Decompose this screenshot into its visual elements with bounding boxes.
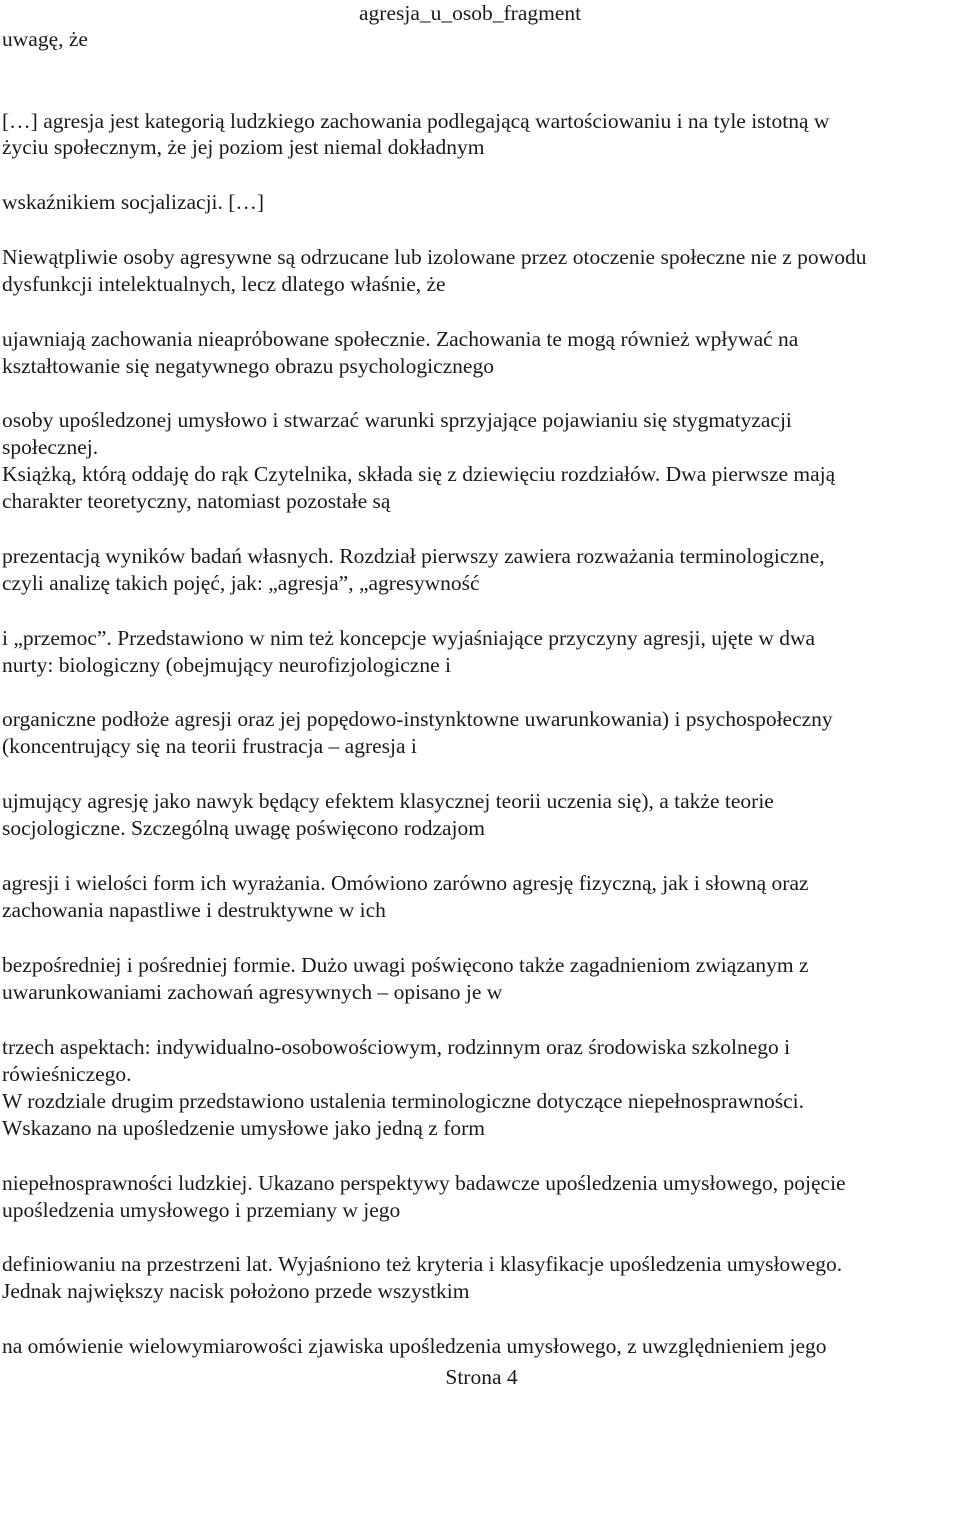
text-line: Niewątpliwie osoby agresywne są odrzucane lub izolowane przez otoczenie społeczne nie z powodu xyxy=(2,245,867,269)
text-line: wskaźnikiem socjalizacji. […] xyxy=(2,190,265,214)
text-line: […] agresja jest kategorią ludzkiego zachowania podlegającą wartościowaniu i na tyle istotną w xyxy=(2,109,830,133)
text-line: kształtowanie się negatywnego obrazu psychologicznego xyxy=(2,354,494,378)
text-line: definiowaniu na przestrzeni lat. Wyjaśniono też kryteria i klasyfikacje upośledzenia umysłowego. xyxy=(2,1252,843,1276)
text-line: Książką, którą oddaję do rąk Czytelnika, składa się z dziewięciu rozdziałów. Dwa pierwsze mają xyxy=(2,462,836,486)
text-line: i „przemoc”. Przedstawiono w nim też koncepcje wyjaśniające przyczyny agresji, ujęte w dwa xyxy=(2,626,816,650)
text-line: socjologiczne. Szczególną uwagę poświęcono rodzajom xyxy=(2,816,485,840)
text-line: zachowania napastliwe i destruktywne w ich xyxy=(2,898,386,922)
text-line: charakter teoretyczny, natomiast pozostałe są xyxy=(2,489,391,513)
text-line: (koncentrujący się na teorii frustracja – agresja i xyxy=(2,734,417,758)
document-title: agresja_u_osob_fragment xyxy=(359,1,582,25)
text-line: życiu społecznym, że jej poziom jest niemal dokładnym xyxy=(2,135,485,159)
text-line: uwagę, że xyxy=(2,27,88,51)
text-line: nurty: biologiczny (obejmujący neurofizjologiczne i xyxy=(2,653,451,677)
text-line: ujawniają zachowania nieaprόbowane społecznie. Zachowania te mogą również wpływać na xyxy=(2,327,799,351)
text-line: niepełnosprawności ludzkiej. Ukazano perspektywy badawcze upośledzenia umysłowego, pojęcie xyxy=(2,1171,846,1195)
text-line: dysfunkcji intelektualnych, lecz dlatego właśnie, że xyxy=(2,272,446,296)
text-line: ujmujący agresję jako nawyk będący efektem klasycznej teorii uczenia się), a także teorie xyxy=(2,789,774,813)
text-line: organiczne podłoże agresji oraz jej popędowo-instynktowne uwarunkowania) i psychospołeczny xyxy=(2,707,833,731)
text-line: prezentacją wyników badań własnych. Rozdział pierwszy zawiera rozważania terminologiczne, xyxy=(2,544,825,568)
text-line: trzech aspektach: indywidualno-osobowościowym, rodzinnym oraz środowiska szkolnego i xyxy=(2,1035,791,1059)
text-line: na omówienie wielowymiarowości zjawiska upośledzenia umysłowego, z uwzględnieniem jego xyxy=(2,1334,827,1358)
text-line: uwarunkowaniami zachowań agresywnych – opisano je w xyxy=(2,980,503,1004)
text-line: bezpośredniej i pośredniej formie. Dużo uwagi poświęcono także zagadnieniom związanym z xyxy=(2,953,809,977)
text-line: czyli analizę takich pojęć, jak: „agresja”, „agresywność xyxy=(2,571,480,595)
text-line: rówieśniczego. xyxy=(2,1062,132,1086)
text-line: Jednak największy nacisk położono przede wszystkim xyxy=(2,1279,470,1303)
text-line: upośledzenia umysłowego i przemiany w jego xyxy=(2,1198,401,1222)
text-line: agresji i wielości form ich wyrażania. Omówiono zarówno agresję fizyczną, jak i słowną oraz xyxy=(2,871,809,895)
text-line: osoby upośledzonej umysłowo i stwarzać warunki sprzyjające pojawianiu się stygmatyzacji xyxy=(2,408,792,432)
text-line: W rozdziale drugim przedstawiono ustalenia terminologiczne dotyczące niepełnosprawności. xyxy=(2,1089,804,1113)
text-line: Wskazano na upośledzenie umysłowe jako jedną z form xyxy=(2,1116,485,1140)
page-number: Strona 4 xyxy=(445,1365,518,1389)
text-line: społecznej. xyxy=(2,435,99,459)
